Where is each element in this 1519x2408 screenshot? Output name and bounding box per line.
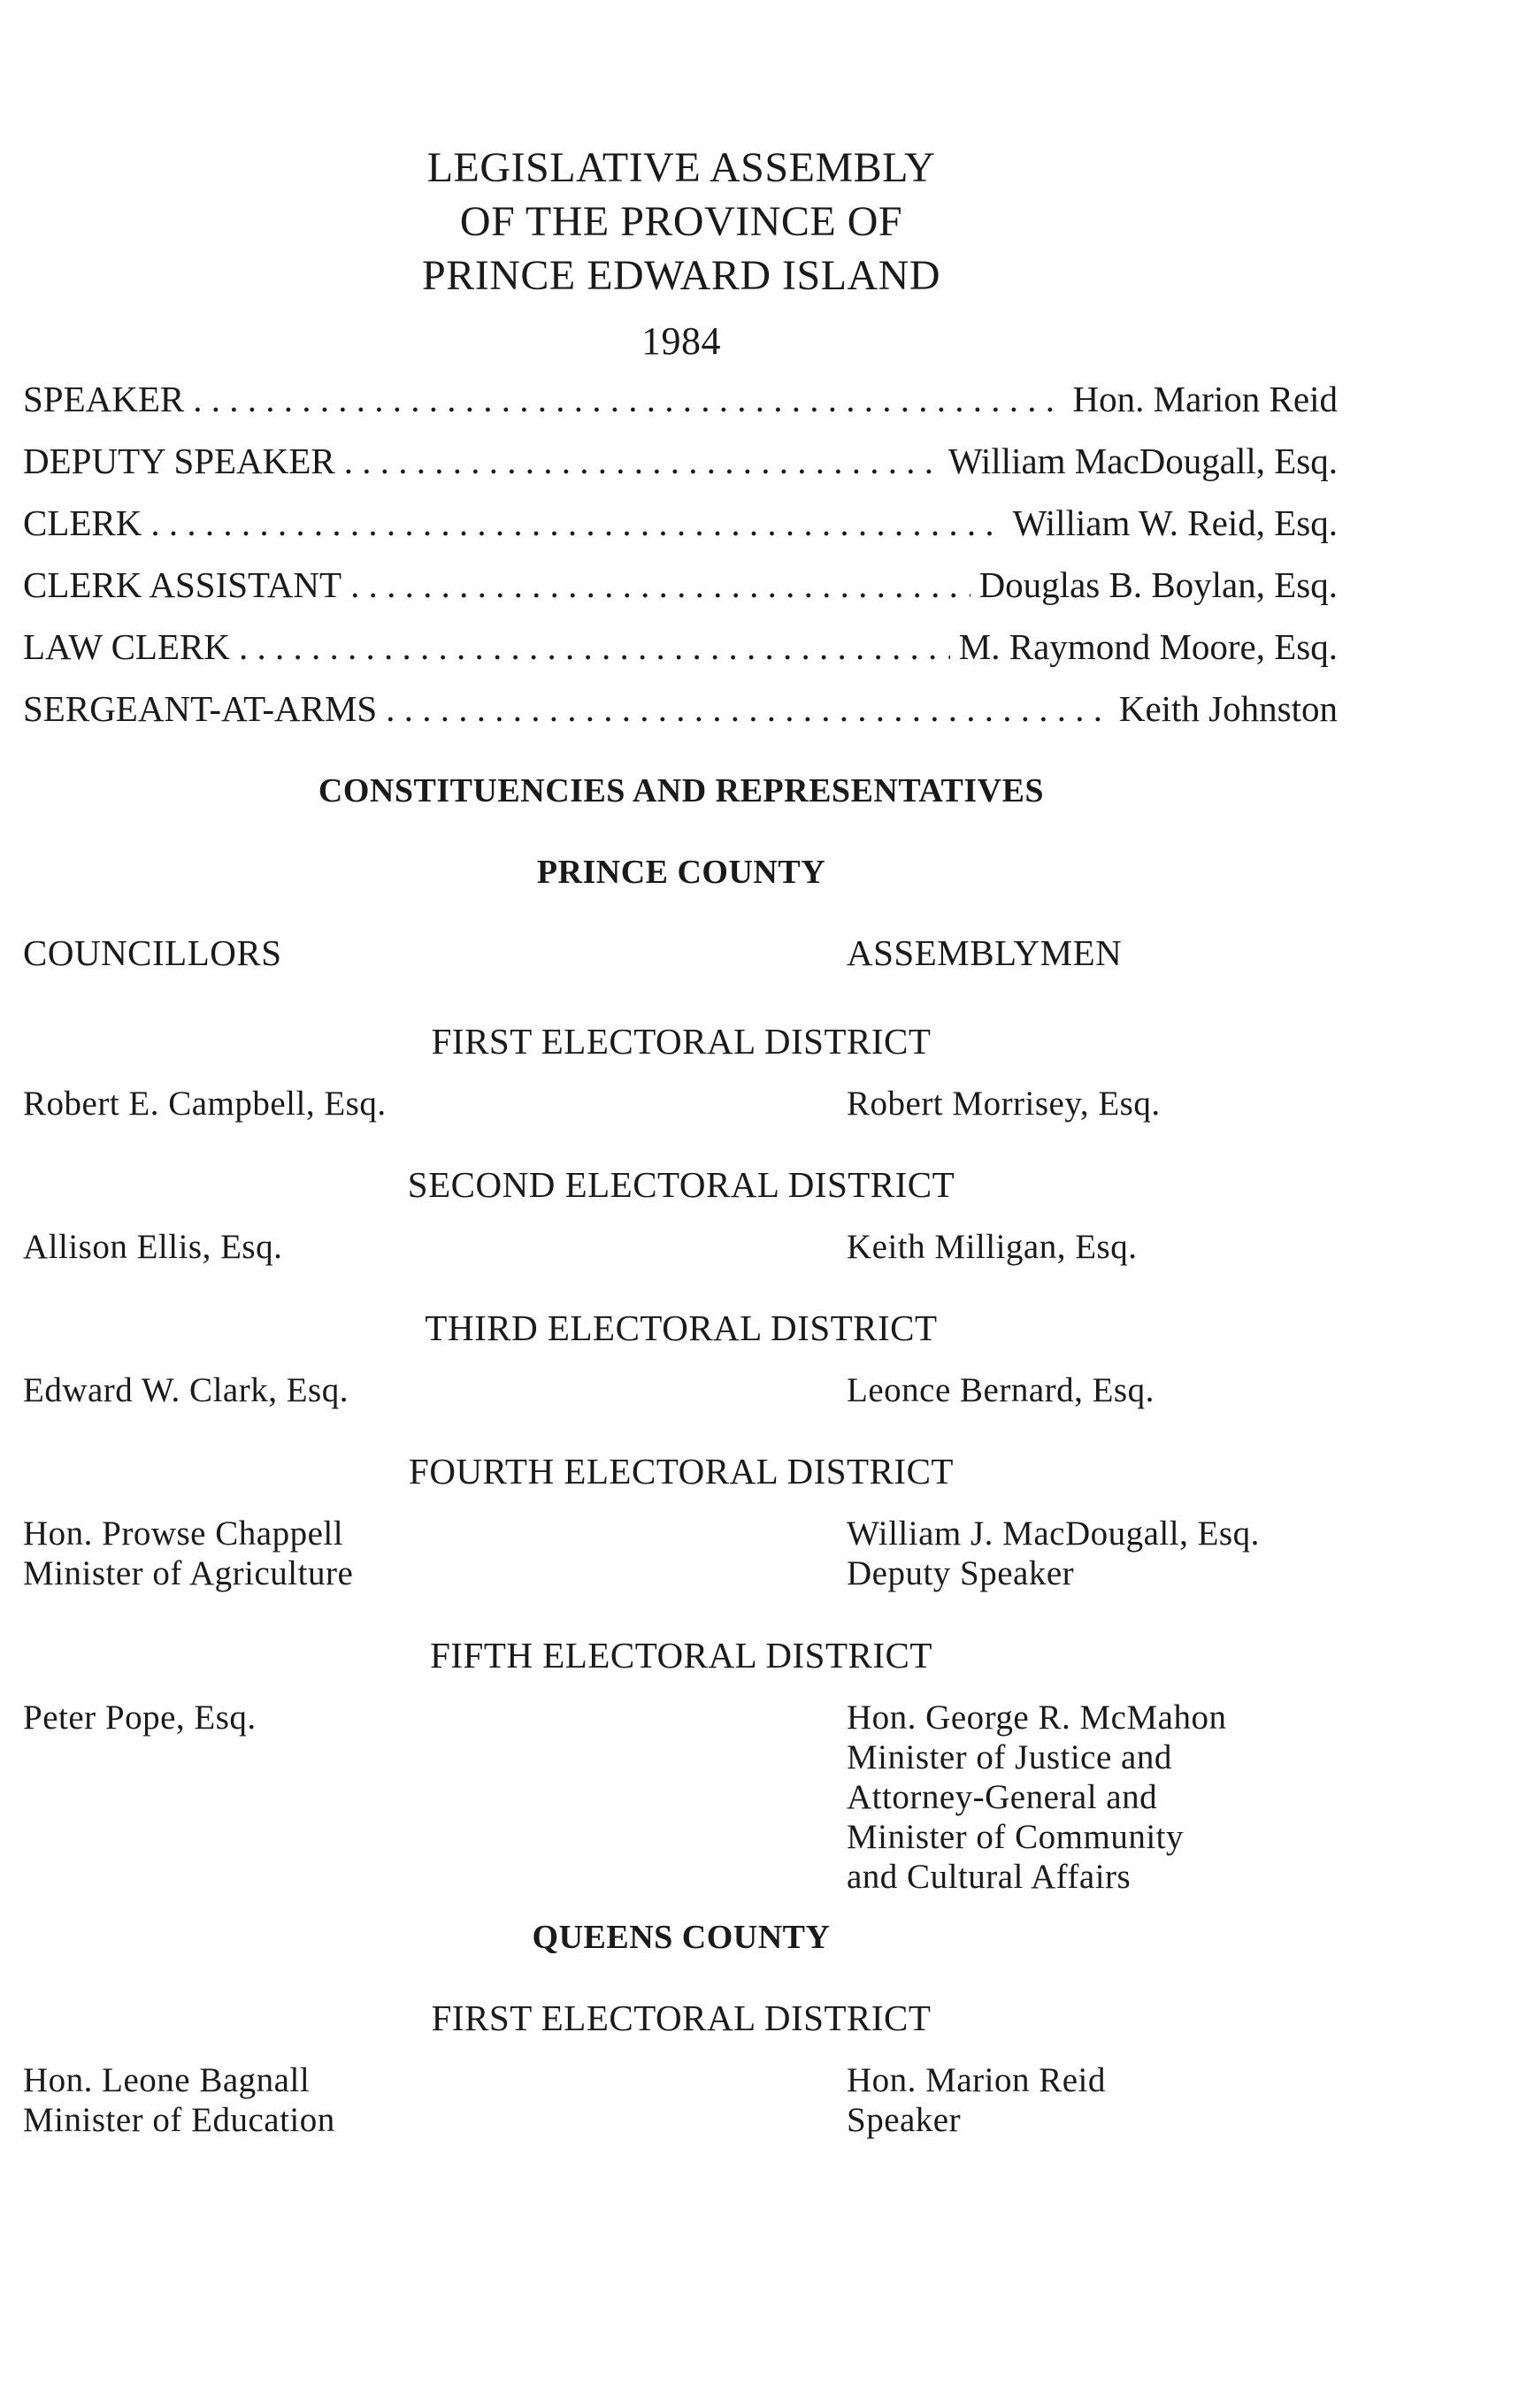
councillor-entry xyxy=(23,1227,282,1267)
member-line: Attorney-General and xyxy=(847,1778,1158,1816)
member-line: William J. MacDougall, Esq. xyxy=(847,1515,1260,1553)
officer-name: M. Raymond Moore, Esq. xyxy=(958,626,1338,667)
officer-row xyxy=(23,686,1338,748)
councillor-entry xyxy=(23,2060,335,2140)
district-heading: FIRST ELECTORAL DISTRICT xyxy=(431,1998,932,2038)
title-line-1: LEGISLATIVE ASSEMBLY xyxy=(426,144,936,191)
councillor-entry xyxy=(23,1698,257,1737)
officer-row xyxy=(23,377,1338,439)
officer-title: CLERK xyxy=(23,502,142,543)
assemblyman-entry xyxy=(847,2060,1106,2140)
member-line: Hon. George R. McMahon xyxy=(847,1699,1227,1737)
officer-row xyxy=(23,625,1338,686)
leader-dots xyxy=(193,377,1063,421)
officer-name: William MacDougall, Esq. xyxy=(947,441,1338,481)
member-line: Allison Ellis, Esq. xyxy=(23,1228,283,1266)
officer-name: Keith Johnston xyxy=(1118,688,1338,729)
district-heading: FIFTH ELECTORAL DISTRICT xyxy=(430,1635,932,1676)
officer-row xyxy=(23,563,1338,625)
district-heading: FOURTH ELECTORAL DISTRICT xyxy=(409,1451,954,1492)
councillor-entry xyxy=(23,1514,353,1593)
member-line: Edward W. Clark, Esq. xyxy=(23,1371,349,1409)
leader-dots xyxy=(344,439,940,483)
assemblyman-entry xyxy=(847,1370,1155,1410)
column-header-councillors: COUNCILLORS xyxy=(23,932,282,973)
district-heading: SECOND ELECTORAL DISTRICT xyxy=(407,1164,955,1205)
member-line: Minister of Education xyxy=(23,2101,335,2139)
officer-name: William W. Reid, Esq. xyxy=(1012,502,1338,543)
member-line: Hon. Prowse Chappell xyxy=(23,1515,344,1553)
assemblyman-entry xyxy=(847,1514,1260,1593)
county-heading-queens: QUEENS COUNTY xyxy=(532,1919,831,1956)
member-line: Minister of Community xyxy=(847,1818,1184,1856)
councillor-entry xyxy=(23,1370,349,1410)
leader-dots xyxy=(150,501,1003,545)
member-line: Hon. Leone Bagnall xyxy=(23,2061,311,2099)
assemblyman-entry xyxy=(847,1084,1161,1123)
officer-title: DEPUTY SPEAKER xyxy=(23,441,335,481)
leader-dots xyxy=(386,686,1110,731)
assemblyman-entry xyxy=(847,1698,1226,1897)
district-heading: FIRST ELECTORAL DISTRICT xyxy=(431,1021,932,1062)
officer-name: Hon. Marion Reid xyxy=(1072,379,1338,419)
member-line: Minister of Agriculture xyxy=(23,1554,354,1592)
member-line: Peter Pope, Esq. xyxy=(23,1699,257,1737)
officer-title: SERGEANT-AT-ARMS xyxy=(23,688,378,729)
county-heading-prince: PRINCE COUNTY xyxy=(536,854,826,891)
assemblyman-entry xyxy=(847,1227,1137,1267)
leader-dots xyxy=(239,625,950,669)
member-line: Minister of Justice and xyxy=(847,1738,1172,1776)
officer-title: CLERK ASSISTANT xyxy=(23,564,342,605)
officers-list xyxy=(23,377,1338,748)
councillor-entry xyxy=(23,1084,387,1123)
member-line: Speaker xyxy=(847,2101,962,2139)
member-line: Keith Milligan, Esq. xyxy=(847,1228,1138,1266)
district-heading: THIRD ELECTORAL DISTRICT xyxy=(425,1308,938,1348)
officer-name: Douglas B. Boylan, Esq. xyxy=(978,564,1338,605)
officer-title: LAW CLERK xyxy=(23,626,230,667)
member-line: Robert Morrisey, Esq. xyxy=(847,1085,1161,1123)
title-line-3: PRINCE EDWARD ISLAND xyxy=(422,252,940,299)
leader-dots xyxy=(350,563,970,607)
member-line: Hon. Marion Reid xyxy=(847,2061,1106,2099)
member-line: Robert E. Campbell, Esq. xyxy=(23,1085,387,1123)
officer-title: SPEAKER xyxy=(23,379,185,419)
title-year: 1984 xyxy=(641,319,721,363)
title-line-2: OF THE PROVINCE OF xyxy=(459,198,903,245)
officer-row xyxy=(23,439,1338,501)
officer-row xyxy=(23,501,1338,563)
member-line: Deputy Speaker xyxy=(847,1554,1075,1592)
member-line: Leonce Bernard, Esq. xyxy=(847,1371,1155,1409)
member-line: and Cultural Affairs xyxy=(847,1858,1132,1896)
section-heading: CONSTITUENCIES AND REPRESENTATIVES xyxy=(318,772,1045,809)
column-header-assemblymen: ASSEMBLYMEN xyxy=(847,932,1123,973)
